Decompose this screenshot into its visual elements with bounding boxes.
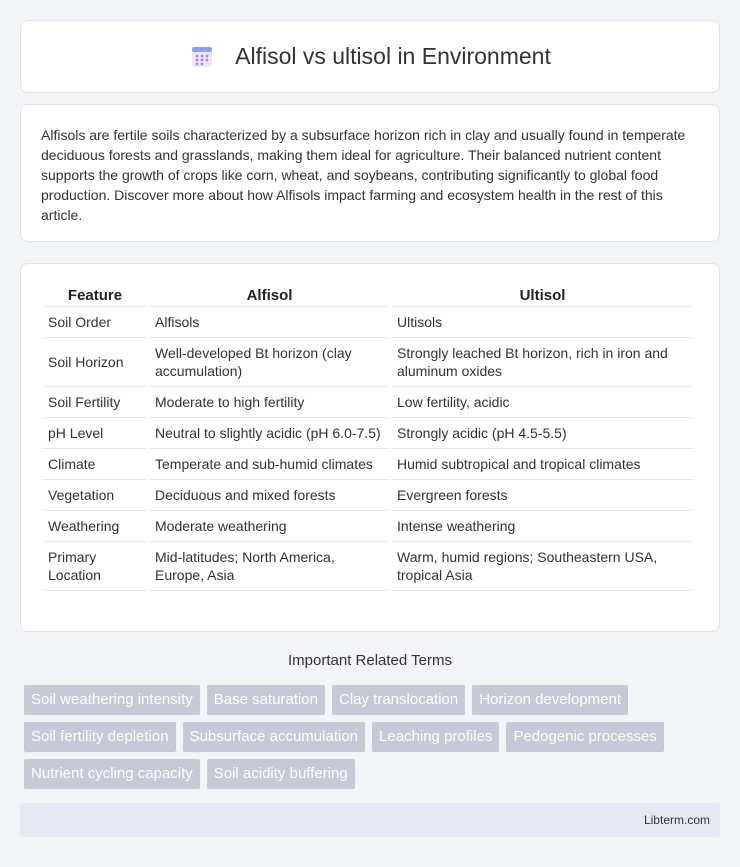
cell-alfisol: Moderate weathering [150, 511, 389, 542]
related-term-tag[interactable]: Base saturation [207, 685, 325, 715]
related-term-tag[interactable]: Soil weathering intensity [24, 685, 200, 715]
table-row [43, 387, 693, 418]
cell-feature: Weathering [43, 511, 147, 542]
cell-alfisol: Temperate and sub-humid climates [150, 449, 389, 480]
related-term-tag[interactable]: Soil acidity buffering [207, 759, 355, 789]
cell-feature: Climate [43, 449, 147, 480]
page-title: Alfisol vs ultisol in Environment [235, 43, 551, 69]
cell-feature: Vegetation [43, 480, 147, 511]
calendar-grid-icon [189, 44, 215, 70]
cell-alfisol: Well-developed Bt horizon (clay accumulation) [150, 338, 389, 387]
cell-feature: Primary Location [43, 542, 147, 591]
table-row [43, 338, 693, 387]
related-term-tag[interactable]: Soil fertility depletion [24, 722, 176, 752]
header-card [20, 20, 720, 93]
footer [20, 803, 720, 837]
cell-feature: Soil Fertility [43, 387, 147, 418]
table-row [43, 307, 693, 338]
header-alfisol: Alfisol [150, 284, 389, 307]
intro-card [20, 104, 720, 242]
cell-feature: Soil Order [43, 307, 147, 338]
table-row [43, 542, 693, 591]
cell-alfisol: Alfisols [150, 307, 389, 338]
related-term-tag[interactable]: Pedogenic processes [506, 722, 663, 752]
cell-alfisol: Moderate to high fertility [150, 387, 389, 418]
cell-ultisol: Evergreen forests [392, 480, 693, 511]
cell-ultisol: Strongly acidic (pH 4.5-5.5) [392, 418, 693, 449]
related-term-tag[interactable]: Horizon development [472, 685, 628, 715]
cell-ultisol: Intense weathering [392, 511, 693, 542]
table-row [43, 449, 693, 480]
cell-ultisol: Humid subtropical and tropical climates [392, 449, 693, 480]
header-feature: Feature [43, 284, 147, 307]
comparison-table [40, 284, 696, 591]
cell-feature: pH Level [43, 418, 147, 449]
related-term-tag[interactable]: Subsurface accumulation [183, 722, 365, 752]
related-term-tag[interactable]: Nutrient cycling capacity [24, 759, 200, 789]
related-term-tag[interactable]: Clay translocation [332, 685, 465, 715]
related-terms-list [24, 685, 724, 796]
cell-ultisol: Strongly leached Bt horizon, rich in iron and aluminum oxides [392, 338, 693, 387]
table-row [43, 511, 693, 542]
cell-alfisol: Deciduous and mixed forests [150, 480, 389, 511]
cell-ultisol: Low fertility, acidic [392, 387, 693, 418]
footer-site-link[interactable]: Libterm.com [643, 813, 710, 827]
intro-text: Alfisols are fertile soils characterized by a subsurface horizon rich in clay and usually found in temperate deciduous forests and grasslands, making them ideal for agriculture. Their balanced nutrient content supports the growth of crops like corn, wheat, and soybeans, contributing significantly to global food production. Discover more about how Alfisols impact farming and ecosystem health in the rest of this article. [41, 127, 686, 223]
table-row [43, 480, 693, 511]
related-terms-title: Important Related Terms [288, 652, 452, 669]
cell-alfisol: Mid-latitudes; North America, Europe, Asia [150, 542, 389, 591]
cell-ultisol: Warm, humid regions; Southeastern USA, tropical Asia [392, 542, 693, 591]
header-ultisol: Ultisol [392, 284, 693, 307]
table-header-row [43, 284, 693, 307]
table-body [43, 307, 693, 591]
comparison-card [20, 263, 720, 632]
table-row [43, 418, 693, 449]
cell-feature: Soil Horizon [43, 338, 147, 387]
related-term-tag[interactable]: Leaching profiles [372, 722, 499, 752]
cell-ultisol: Ultisols [392, 307, 693, 338]
cell-alfisol: Neutral to slightly acidic (pH 6.0-7.5) [150, 418, 389, 449]
